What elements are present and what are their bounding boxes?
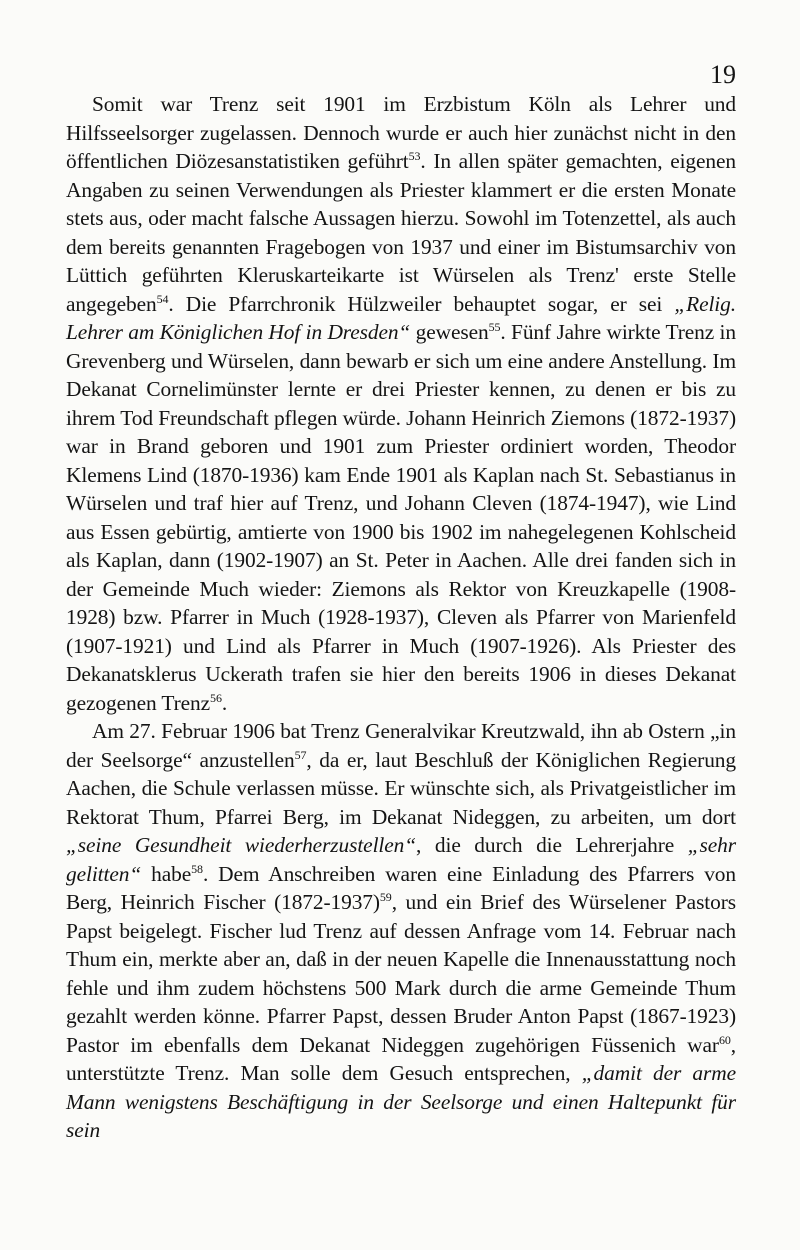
footnote-ref: 58 [191,861,203,876]
footnote-ref: 55 [488,319,501,334]
text-run: , da er, laut Beschluß der Königlichen Regierung Aachen, die Schule verlassen müsse. Er wünschte sich, als Privatgeistlicher im Rektorat Thum, Pfarrei Berg, im Dekanat Nideggen, zu arbeiten, um dort [66,747,736,829]
text-run: , und ein Brief des Würselener Pastors Papst beigelegt. Fischer lud Trenz auf dessen Anfrage vom 14. Februar nach Thum ein, merkte aber an, daß in der neuen Kapelle die Innenausstattung noch fehle und ihm zudem höchstens 500 Mark durch die arme Gemeinde Thum gezahlt werden könne. Pfarrer Papst, dessen Bruder Anton Papst (1867-1923) Pastor im ebenfalls dem Dekanat Nideggen zugehörigen Füssenich war [66,890,736,1057]
footnote-ref: 60 [718,1032,731,1047]
footnote-ref: 53 [408,148,421,163]
footnote-ref: 59 [379,889,392,904]
italic-quote: „sehr gelitten“ [66,833,736,886]
text-run: . Fünf Jahre wirkte Trenz in Grevenberg und Würselen, dann bewarb er sich um eine andere Anstellung. Im Dekanat Cornelimünster lernte er drei Priester kennen, zu denen er bis zu ihrem Tod Freundschaft pflegen würde. Johann Heinrich Ziemons (1872-1937) war in Brand geboren und 1901 zum Priester ordiniert worden, Theodor Klemens Lind (1870-1936) kam Ende 1901 als Kaplan nach St. Sebastianus in Würselen und traf hier auf Trenz, und Johann Cleven (1874-1947), wie Lind aus Essen gebürtig, amtierte von 1900 bis 1902 im nahegelegenen Kohlscheid als Kaplan, dann (1902-1907) an St. Peter in Aachen. Alle drei fanden sich in der Gemeinde Much wieder: Ziemons als Rektor von Kreuzkapelle (1908-1928) bzw. Pfarrer in Much (1928-1937), Cleven als Pfarrer von Marienfeld (1907-1921) und Lind als Pfarrer in Much (1907-1926). Als Priester des Dekanatsklerus Uckerath trafen sie hier den bereits 1906 in dieses Dekanat gezogenen Trenz [66,320,736,715]
text-run: , unterstützte Trenz. Man solle dem Gesuch entsprechen, [66,1032,736,1085]
text-run: habe [141,861,192,886]
italic-quote: „seine Gesundheit wiederherzustellen“ [66,833,417,857]
text-run: . Dem Anschreiben waren eine Einladung des Pfarrers von Berg, Heinrich Fischer (1872-1937) [66,861,736,914]
text-run: gewesen [410,320,489,344]
footnote-ref: 54 [156,291,169,306]
text-run: . In allen später gemachten, eigenen Angaben zu seinen Verwendungen als Priester klammert er die ersten Monate stets aus, oder macht falsche Aussagen hierzu. Sowohl im Totenzettel, als auch dem bereits genannten Fragebogen von 1937 und einer im Bistumsarchiv von Lüttich geführten Kleruskarteikarte ist Würselen als Trenz' erste Stelle angegeben [66,149,737,316]
body-text [66,90,736,1145]
italic-quote: „damit der arme Mann wenigstens Beschäftigung in der Seelsorge und einen Haltepunkt für sein [66,1061,736,1142]
text-run: . [221,690,228,715]
italic-quote: „Relig. Lehrer am Königlichen Hof in Dresden“ [66,291,736,344]
paragraph-2 [66,717,736,1145]
page-number: 19 [710,60,736,89]
text-run: . Die Pfarrchronik Hülzweiler behauptet sogar, er sei [168,291,675,316]
paragraph-1 [66,90,736,717]
text-run: Am 27. Februar 1906 bat Trenz Generalvikar Kreutzwald, ihn ab Ostern „in der Seelsorge“ anzustellen [66,719,736,772]
footnote-ref: 57 [294,747,307,762]
text-run: , die durch die Lehrerjahre [416,833,688,857]
footnote-ref: 56 [210,690,222,705]
text-run: Somit war Trenz seit 1901 im Erzbistum Köln als Lehrer und Hilfsseelsorger zugelassen. Dennoch wurde er auch hier zunächst nicht in den öffentlichen Diözesanstatistiken geführt [66,92,736,173]
